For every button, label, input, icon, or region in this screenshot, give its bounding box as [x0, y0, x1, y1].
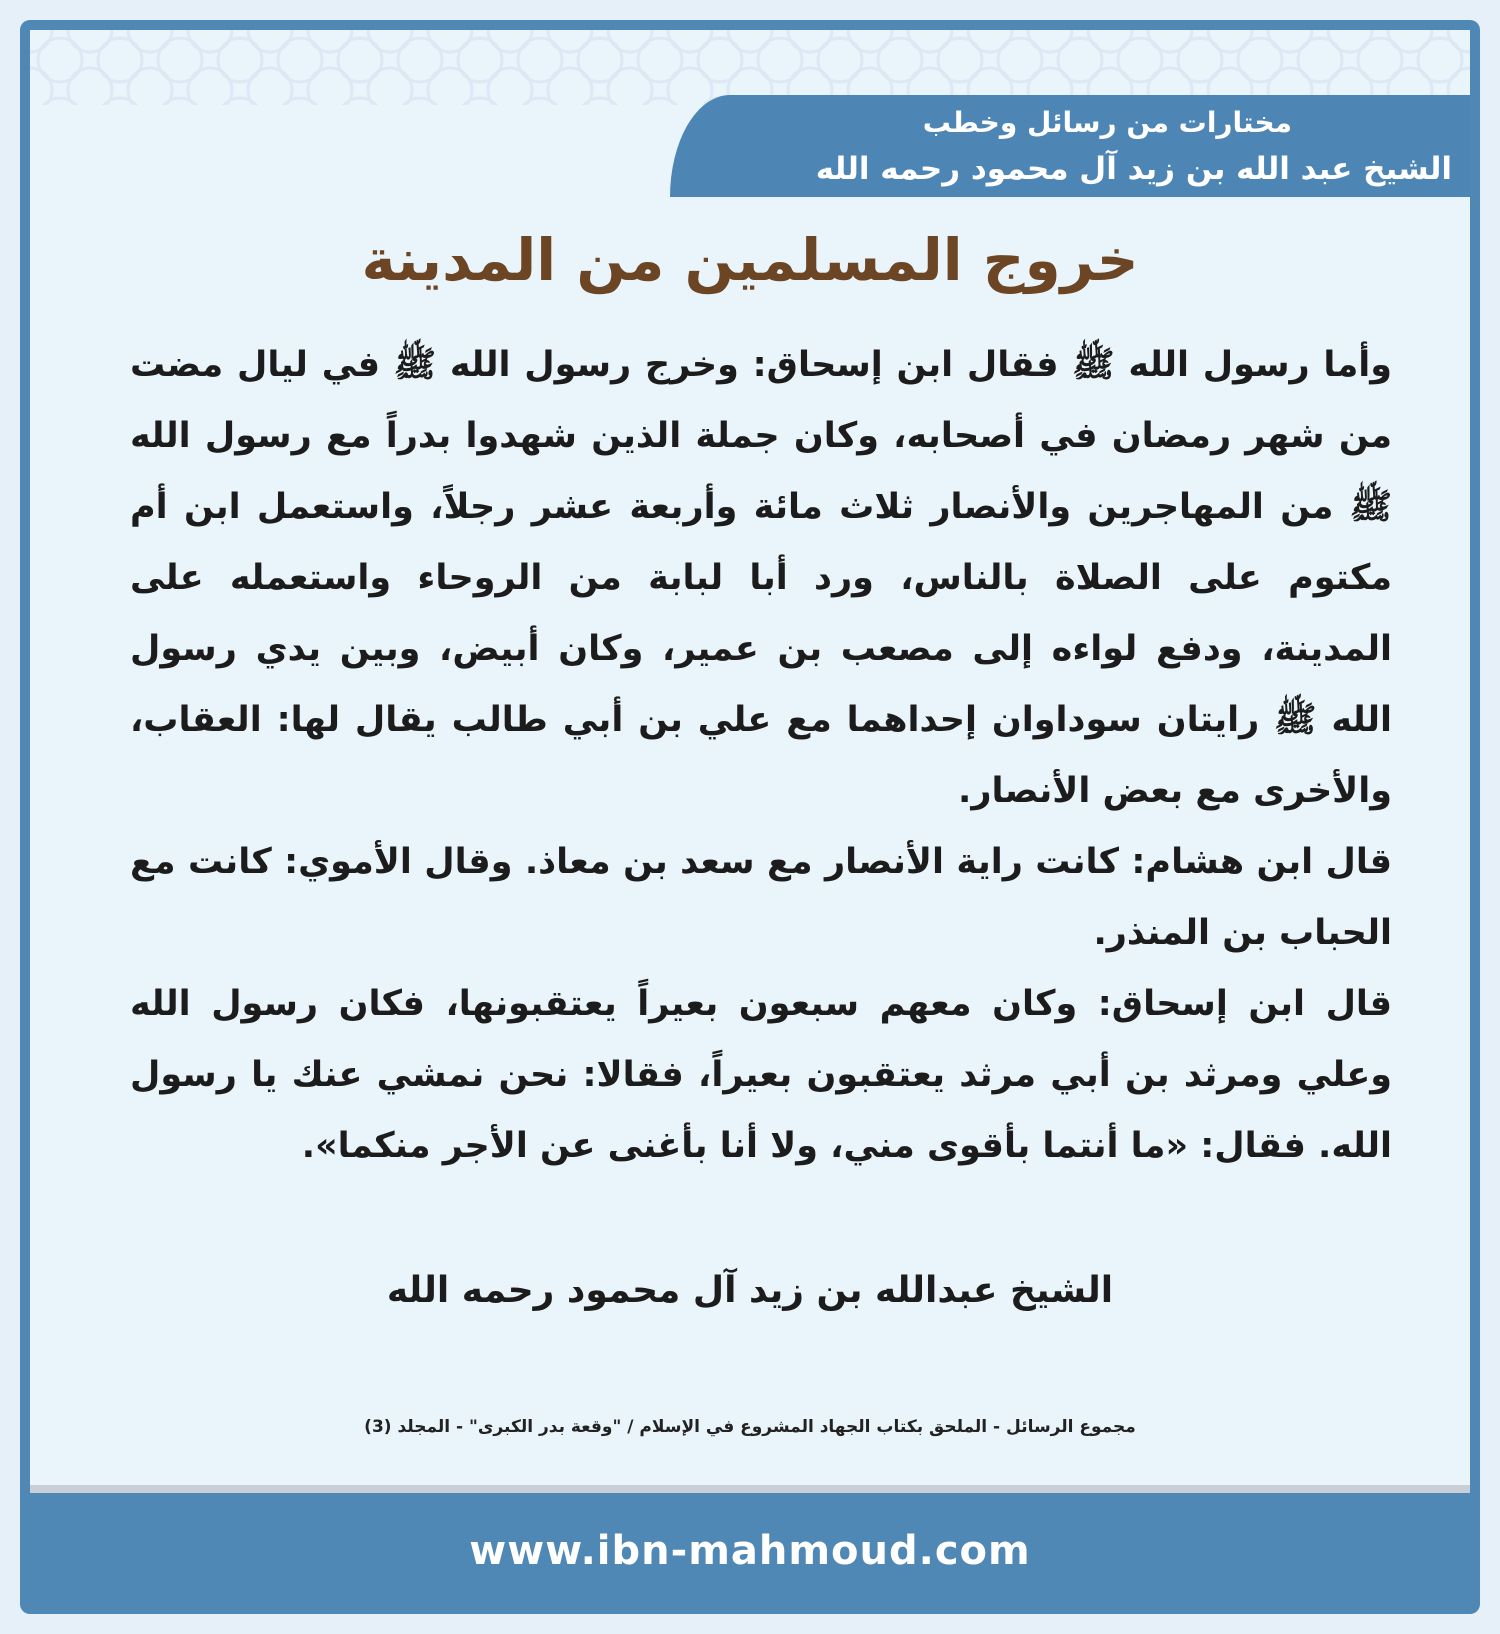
content-panel [30, 30, 1470, 1493]
paragraph: وأما رسول الله ﷺ فقال ابن إسحاق: وخرج رسول الله ﷺ في ليال مضت من شهر رمضان في أصحابه، وكان جملة الذين شهدوا بدراً مع رسول الله ﷺ من المهاجرين والأنصار ثلاث مائة وأربعة عشر رجلاً، واستعمل ابن أم مكتوم على الصلاة بالناس، ورد أبا لبابة من الروحاء واستعمله على المدينة، ودفع لواءه إلى مصعب بن عمير، وكان أبيض، وبين يدي رسول الله ﷺ رايتان سوداوان إحداهما مع علي بن أبي طالب يقال لها: العقاب، والأخرى مع بعض الأنصار. [130, 345, 1392, 811]
article-body [130, 330, 1392, 1182]
paragraph: قال ابن إسحاق: وكان معهم سبعون بعيراً يعتقبونها، فكان رسول الله وعلي ومرثد بن أبي مرثد يعتقبون بعيراً، فقالا: نحن نمشي عنك يا رسول الله. فقال: «ما أنتما بأقوى مني، ولا أنا بأغنى عن الأجر منكما». [130, 984, 1392, 1166]
decorative-pattern-icon [30, 30, 1470, 105]
series-banner [670, 95, 1470, 197]
paragraph: قال ابن هشام: كانت راية الأنصار مع سعد بن معاذ. وقال الأموي: كانت مع الحباب بن المنذر. [130, 842, 1392, 953]
website-link[interactable]: www.ibn-mahmoud.com [469, 1528, 1031, 1574]
author-signature: الشيخ عبدالله بن زيد آل محمود رحمه الله [386, 1270, 1114, 1311]
poster-frame [20, 20, 1480, 1614]
page-title: خروج المسلمين من المدينة [361, 226, 1139, 294]
source-citation: مجموع الرسائل - الملحق بكتاب الجهاد المشروع في الإسلام / "وقعة بدر الكبرى" - المجلد (3) [364, 1417, 1136, 1437]
series-title: مختارات من رسائل وخطب [922, 106, 1292, 139]
series-author: الشيخ عبد الله بن زيد آل محمود رحمه الله [815, 151, 1452, 187]
